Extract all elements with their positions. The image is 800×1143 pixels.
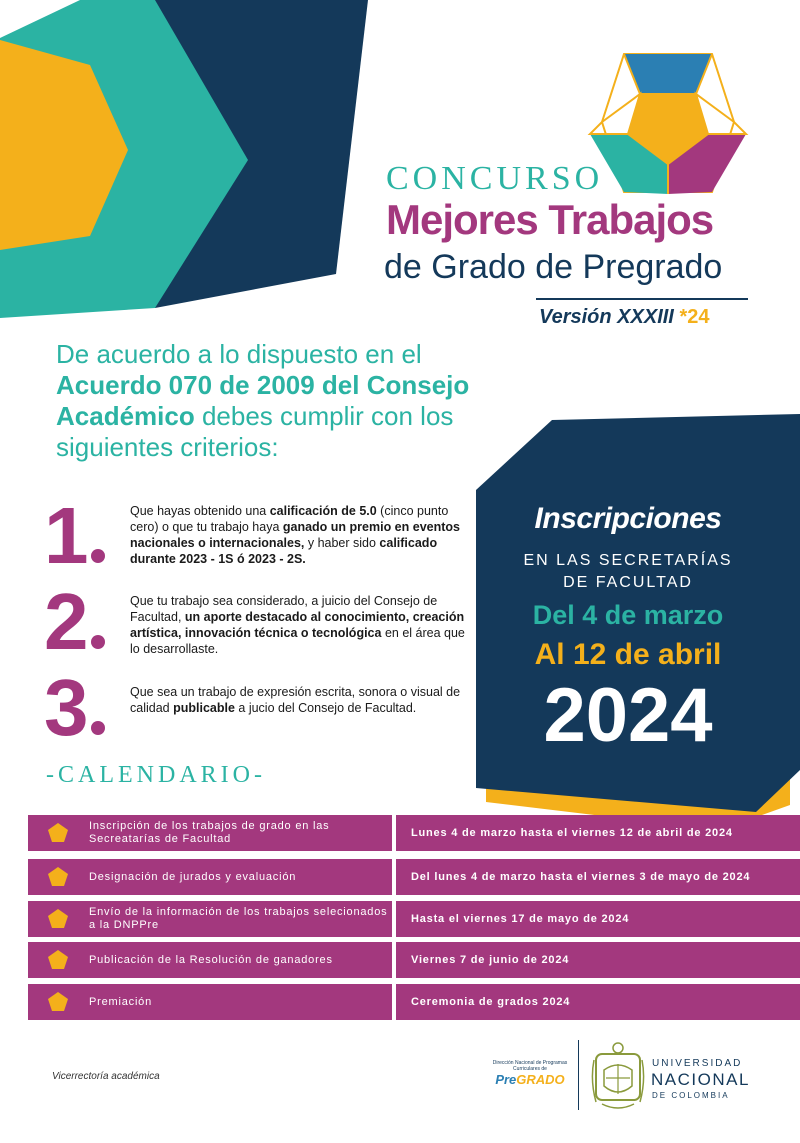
inscripciones-year: 2024 <box>543 673 713 758</box>
calendar-activity: Designación de jurados y evaluación <box>89 870 297 883</box>
criterion-1-t3: y haber sido <box>304 536 380 550</box>
calendar-date: Ceremonia de grados 2024 <box>411 995 571 1008</box>
calendar-activity: Envío de la información de los trabajos selecionados a la DNPPre <box>89 906 388 931</box>
calendar-activity-cell <box>28 859 392 895</box>
criterion-dot <box>91 721 105 735</box>
calendar-date: Viernes 7 de junio de 2024 <box>411 953 570 966</box>
pentagon-bullet-icon <box>48 867 68 887</box>
criterion-text-2 <box>130 593 465 657</box>
criterion-1-b3: calificado durante 2023 - 1S ó 2023 - 2S. <box>130 536 438 566</box>
version-text: Versión XXXIII <box>539 306 674 328</box>
criterion-1-b2: ganado un premio en eventos nacionales o internacionales, <box>130 520 460 550</box>
version-year: *24 <box>679 306 710 328</box>
criterion-2-t1: Que tu trabajo sea considerado, a juicio del Consejo de Facultad, <box>130 594 438 624</box>
criterion-text-1 <box>130 503 465 567</box>
calendar-date-cell <box>396 815 800 851</box>
pentagon-bullet-icon <box>48 909 68 929</box>
pentagon-bullet-icon <box>48 992 68 1012</box>
criterion-2-b1: un aporte destacado al conocimiento, creación artística, innovación técnica o tecnológica <box>130 610 465 640</box>
calendar-date: Hasta el viernes 17 de mayo de 2024 <box>411 912 630 925</box>
intro-line1: De acuerdo a lo dispuesto en el <box>56 339 422 369</box>
unal-text-universidad: UNIVERSIDAD <box>652 1058 743 1069</box>
calendar-row <box>28 901 800 937</box>
inscripciones-title: Inscripciones <box>534 502 722 535</box>
criterion-dot <box>91 549 105 563</box>
inscripciones-sub2: DE FACULTAD <box>563 574 693 591</box>
intro-paragraph <box>56 339 476 463</box>
calendar-date-cell <box>396 984 800 1020</box>
subtitle: de Grado de Pregrado <box>384 248 723 286</box>
calendar-date-cell <box>396 901 800 937</box>
criterion-3-b1: publicable <box>173 701 235 715</box>
title-divider <box>536 298 748 300</box>
footer-divider <box>578 1040 579 1110</box>
calendar-activity-cell <box>28 942 392 978</box>
pregrado-logo-small-text: Dirección Nacional de Programas Curriculares de <box>492 1060 568 1072</box>
pregrado-pre: Pre <box>495 1072 517 1087</box>
criterion-3-t1: Que sea un trabajo de expresión escrita, sonora o visual de calidad <box>130 685 461 715</box>
criterion-1-t2: (cinco punto cero) o que tu trabajo haya <box>130 504 449 534</box>
criterion-number-2 <box>44 577 105 666</box>
criterion-number-2-text: 2 <box>44 577 89 666</box>
criterion-1-t1: Que hayas obtenido una <box>130 504 270 518</box>
concurso-label: CONCURSO <box>386 160 604 197</box>
pentagon-bullet-icon <box>48 823 68 843</box>
calendar-activity: Publicación de la Resolución de ganadores <box>89 953 333 966</box>
criterion-number-1-text: 1 <box>44 491 89 580</box>
calendar-date-cell <box>396 859 800 895</box>
calendar-date: Del lunes 4 de marzo hasta el viernes 3 de mayo de 2024 <box>411 870 751 883</box>
intro-bold: Acuerdo 070 de 2009 del Consejo Académico <box>56 370 470 431</box>
main-title: Mejores Trabajos <box>386 196 714 243</box>
calendar-activity: Premiación <box>89 995 153 1008</box>
calendar-row <box>28 815 800 851</box>
criterion-number-3 <box>44 663 105 752</box>
calendar-activity-cell <box>28 901 392 937</box>
criterion-dot <box>91 635 105 649</box>
calendar-date-cell <box>396 942 800 978</box>
vicerrectoria-label: Vicerrectoría académica <box>52 1071 160 1082</box>
criterion-text-3 <box>130 684 465 716</box>
calendar-row <box>28 984 800 1020</box>
pentagon-bullet-icon <box>48 950 68 970</box>
criterion-1-b1: calificación de 5.0 <box>269 504 377 518</box>
criterion-number-1 <box>44 491 105 580</box>
inscripciones-sub1: EN LAS SECRETARÍAS <box>523 552 733 569</box>
calendar-activity: Inscripción de los trabajos de grado en las Secreatarías de Facultad <box>89 820 330 845</box>
calendar-date: Lunes 4 de marzo hasta el viernes 12 de abril de 2024 <box>411 826 733 839</box>
unal-text-colombia: DE COLOMBIA <box>652 1091 730 1100</box>
unal-shield-icon <box>590 1040 646 1112</box>
calendario-title: -CALENDARIO- <box>46 762 266 788</box>
version-label <box>539 306 709 329</box>
calendar-activity-cell <box>28 815 392 851</box>
dodecahedron-logo-icon <box>584 42 754 202</box>
pregrado-logo-text <box>490 1072 570 1087</box>
criterion-number-3-text: 3 <box>44 663 89 752</box>
inscripciones-to-date: Al 12 de abril <box>534 638 722 671</box>
calendar-row <box>28 942 800 978</box>
inscripciones-subtitle <box>478 550 778 594</box>
criterion-2-t2: en el área que lo desarrollaste. <box>130 626 465 656</box>
calendar-row <box>28 859 800 895</box>
inscripciones-from-date: Del 4 de marzo <box>532 600 724 630</box>
calendar-activity-cell <box>28 984 392 1020</box>
criterion-3-t2: a jucio del Consejo de Facultad. <box>234 701 417 715</box>
intro-rest: debes cumplir con los siguientes criterios: <box>56 401 454 462</box>
pregrado-grado: GRADO <box>516 1072 565 1087</box>
pregrado-logo <box>490 1060 570 1087</box>
unal-text-nacional: NACIONAL <box>651 1070 750 1089</box>
